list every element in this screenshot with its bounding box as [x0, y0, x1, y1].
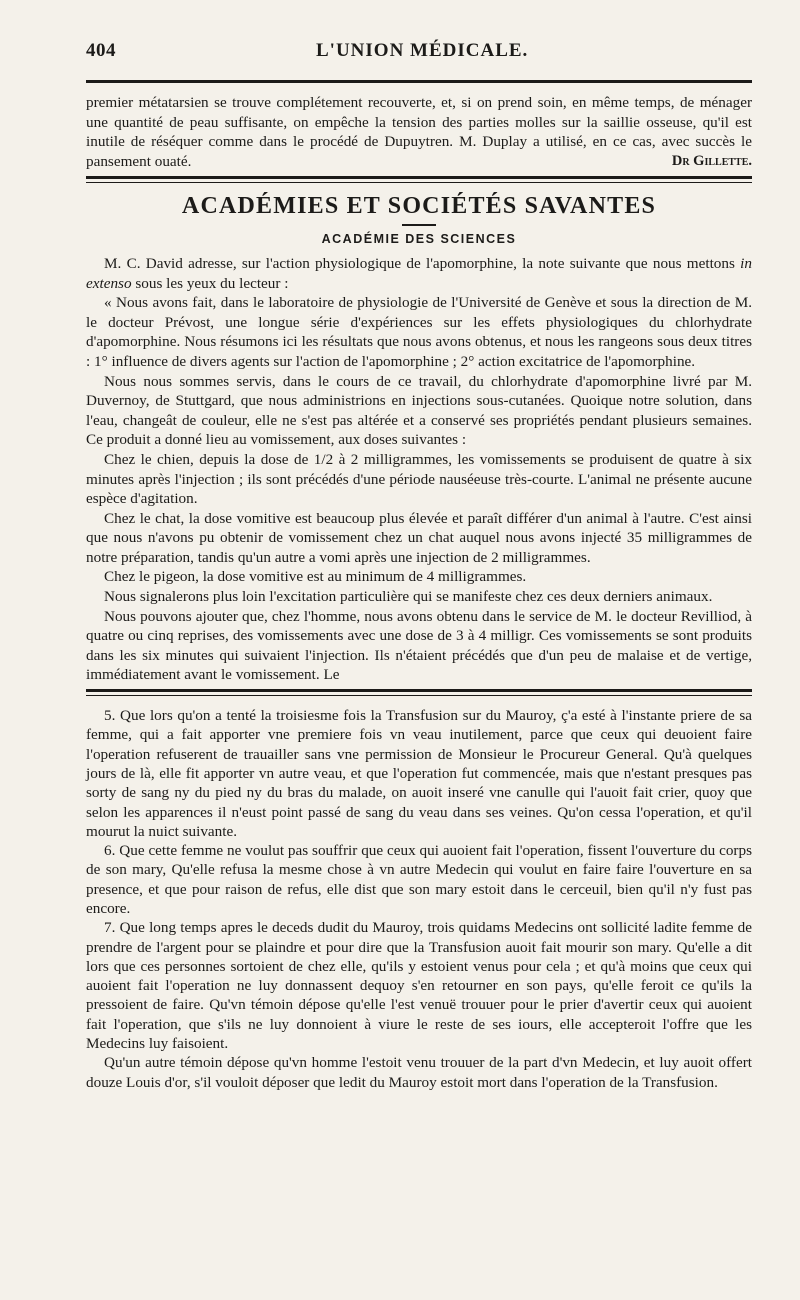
journal-title: L'UNION MÉDICALE. — [316, 40, 529, 61]
intro-text: M. C. David adresse, sur l'action physiologique de l'apomorphine, la note suivante que nous mettons — [104, 254, 741, 272]
author-signature: Dr Gillette. — [671, 153, 752, 170]
footnote-paragraph: Qu'un autre témoin dépose qu'vn homme l'estoit venu trouuer de la part d'vn Medecin, et luy auoit offert douze Louis d'or, s'il vouloit déposer que ledit du Mauroy estoit mort dans l'operation de la Transfusion. — [86, 1054, 752, 1091]
section-paragraph: Nous pouvons ajouter que, chez l'homme, nous avons obtenu dans le service de M. le docteur Revilliod, à quatre ou cinq reprises, des vomissements avec une dose de 3 à 4 milligr. Ces vomissements se sont produits dans les six minutes qui suivaient l'injection. Ils n'étaient précédés que d'un peu de malaise et de vertige, immédiatement avant le vomissement. Le — [86, 607, 752, 684]
footnote-divider — [86, 689, 752, 696]
section-paragraph: Chez le pigeon, la dose vomitive est au minimum de 4 milligrammes. — [104, 568, 527, 586]
running-head — [86, 40, 752, 74]
intro-text-end: sous les yeux du lecteur : — [131, 274, 289, 292]
subsection-title: ACADÉMIE DES SCIENCES — [321, 231, 517, 246]
section-paragraph: Nous signalerons plus loin l'excitation particulière qui se manifeste chez ces deux derniers animaux. — [104, 588, 713, 606]
footnote-paragraph: 6. Que cette femme ne voulut pas souffrir que ceux qui auoient fait l'operation, fissent l'ouverture du corps de son mary, Qu'elle refusa la mesme chose à vn autre Medecin qui voulut en faire faire l'ouverture en sa presence, et que pour raison de refus, elle dist que son mary estoit dans le cerceuil, bien qu'il n'y fust pas encore. — [86, 842, 752, 917]
footnote-paragraph: 5. Que lors qu'on a tenté la troisiesme fois la Transfusion sur du Mauroy, ç'a esté à l'instante priere de sa femme, qui a fait apporter vne premiere fois vn veau inutilement, parce que ceux qui deuoient faire l'operation refuserent de trauailler sans vne permission de Monsieur le Procureur General. Qu'à quelques jours de là, elle fit apporter vn autre veau, et que l'operation fut commencée, mais que n'estant presques pas sorty de sang ny du pied ny du bras du malade, on auoit inseré vne canulle qui l'auoit fait crier, quoy que selon les apparences il n'eust point passé de sang du veau dans ses veines. Qu'on cessa l'operation, et qu'il mourut la nuict suivante. — [86, 707, 752, 840]
section-paragraph: Chez le chien, depuis la dose de 1/2 à 2 milligrammes, les vomissements se produisent de quatre à six minutes après l'injection ; ils sont précédés d'une période nauséeuse très-courte. L'animal ne présente aucune espèce d'agitation. — [86, 450, 752, 508]
section-paragraph: Chez le chat, la dose vomitive est beaucoup plus élevée et paraît différer d'un animal à l'autre. C'est ainsi que nous n'avons pu obtenir de vomissement chez un chat auquel nous avons injecté 35 milligrammes de notre préparation, tandis qu'un autre a vomi après une injection de 2 milligrammes. — [86, 509, 752, 566]
intro-paragraph: premier métatarsien se trouve complétement recouverte, et, si on prend soin, en même temps, de ménager une quantité de peau suffisante, on empêche la tension des parties molles sur la saillie osseuse, qu'il est inutile de réséquer comme dans le procédé de Dupuytren. M. Duplay a utilisé, en ce cas, avec succès le pansement ouaté. — [86, 94, 752, 170]
section-paragraph-intro — [86, 254, 752, 293]
footnote-block — [86, 706, 752, 1092]
section-title: ACADÉMIES ET SOCIÉTÉS SAVANTES — [181, 192, 657, 219]
section-paragraph: « Nous avons fait, dans le laboratoire de physiologie de l'Université de Genève et sous la direction de M. le docteur Prévost, une longue série d'expériences sur les effets physiologiques du chlorhydrate d'apomorphine. Nous résumons ici les résultats que nous avons obtenus, et nous les rangeons sous deux titres : 1° influence de divers agents sur l'action de l'apomorphine ; 2° action excitatrice de l'apomorphine. — [86, 294, 752, 370]
section-paragraph: Nous nous sommes servis, dans le cours de ce travail, du chlorhydrate d'apomorphine livré par M. Duvernoy, de Stuttgard, que nous administrions en injections sous-cutanées. Quoique notre solution, dans l'eau, changeât de couleur, elle ne s'est pas altérée et a conservé ses propriétés pendant plusieurs semaines. Ce produit a donné lieu au vomissement, aux doses suivantes : — [86, 372, 752, 449]
italic-phrase: in extenso — [86, 254, 752, 292]
page-number: 404 — [86, 40, 116, 61]
section-divider — [86, 176, 752, 183]
intro-block — [86, 93, 752, 172]
title-rule — [402, 224, 436, 226]
academies-section — [86, 193, 752, 685]
header-rule — [86, 80, 752, 83]
footnote-paragraph: 7. Que long temps apres le deceds dudit du Mauroy, trois quidams Medecins ont sollicité ladite femme de prendre de l'argent pour se plaindre et pour dire que la Transfusion auoit fait mourir son mary. Qu'elle a dit lors que ces personnes sortoient de chez elle, qu'ils y estoient venus pour cela ; et qu'à moins que ceux qui auoient fait l'operation ne luy donnassent dequoy s'en retourner en son pays, qu'elle feroit ce qu'ils la pressoient de faire. Qu'vn témoin dépose qu'elle l'est venuë trouuer pour le prier d'avertir ceux qui auoient fait l'operation, que s'ils ne luy donnoient à viure le reste de ses iours, elle accepteroit l'offre que les Medecins luy faisoient. — [86, 919, 752, 1053]
